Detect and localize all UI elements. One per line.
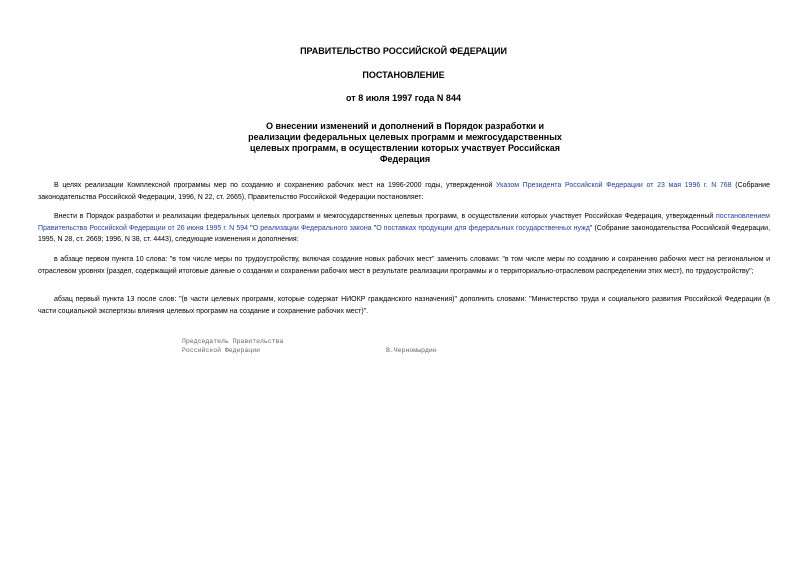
signatory-name: В.Черномырдин xyxy=(386,347,437,354)
paragraph-item-10 xyxy=(38,254,770,277)
link-supplies-law[interactable]: О поставках продукции для федеральных государственных нужд xyxy=(376,224,590,232)
paragraph-preamble xyxy=(38,180,770,203)
paragraph-text: В целях реализации Комплексной программы мер по созданию и сохранению рабочих мест на 1996-2000 годы, утвержденной xyxy=(54,182,497,189)
link-government-resolution[interactable]: постановлением Правительства Российской Федерации от 26 июня 1995 г. N 594 xyxy=(38,213,770,232)
document-title: О внесении изменений и дополнений в Порядок разработки и реализации федеральных целевых программ и межгосударственных целевых программ, в осуществлении которых участвует Российская Федерация xyxy=(248,121,562,164)
link-federal-law[interactable]: О реализации Федерального закона xyxy=(252,224,372,232)
paragraph-text: абзац первый пункта 13 после слов: "(в части целевых программ, которые содержат НИОКР гражданского назначения)" дополнить словами: "Министерство труда и социального развития Российской Федерации (в части социальной экспертизы влияния целевых программ на создание и сохранение рабочих мест)". xyxy=(38,296,770,315)
paragraph-amendment-intro xyxy=(38,211,770,246)
paragraph-text: Внести в Порядок разработки и реализации федеральных целевых программ и межгосударственных целевых программ, в осуществлении которых участвует Российская Федерация, утвержденный xyxy=(54,213,717,220)
document-date-number: от 8 июля 1997 года N 844 xyxy=(346,93,461,103)
issuing-authority: ПРАВИТЕЛЬСТВО РОССИЙСКОЙ ФЕДЕРАЦИИ xyxy=(300,46,507,56)
paragraph-text: в абзаце первом пункта 10 слова: "в том числе меры по трудоустройству, включая создание новых рабочих мест" заменить словами: "в том числе меры по созданию и сохранению рабочих мест на региональном и отраслевом уровнях (раздел, содержащий итоговые данные о создании и сохранении рабочих мест в результате реализации программы и о территориально-отраслевом распределении этих мест), по трудоустройству"; xyxy=(38,256,770,275)
paragraph-text: " xyxy=(248,224,253,232)
document-type: ПОСТАНОВЛЕНИЕ xyxy=(362,70,445,80)
link-presidential-decree[interactable]: Указом Президента Российской Федерации от 23 мая 1996 г. N 768 xyxy=(496,182,732,189)
signatory-title-line1: Председатель Правительства xyxy=(182,338,284,345)
paragraph-item-13 xyxy=(38,294,770,317)
paragraph-text: " (Собрание законодательства Российской Федерации, 1995, N 28, ст. 2669; 1996, N 38, ст. 4443), следующие изменения и дополнения: xyxy=(38,224,771,243)
paragraph-text: " xyxy=(371,224,377,232)
signatory-title-line2: Российской Федерации xyxy=(182,347,261,354)
paragraph-text: (Собрание законодательства Российской Федерации, 1996, N 22, ст. 2665), Правительство Российской Федерации постановляет: xyxy=(38,182,770,201)
